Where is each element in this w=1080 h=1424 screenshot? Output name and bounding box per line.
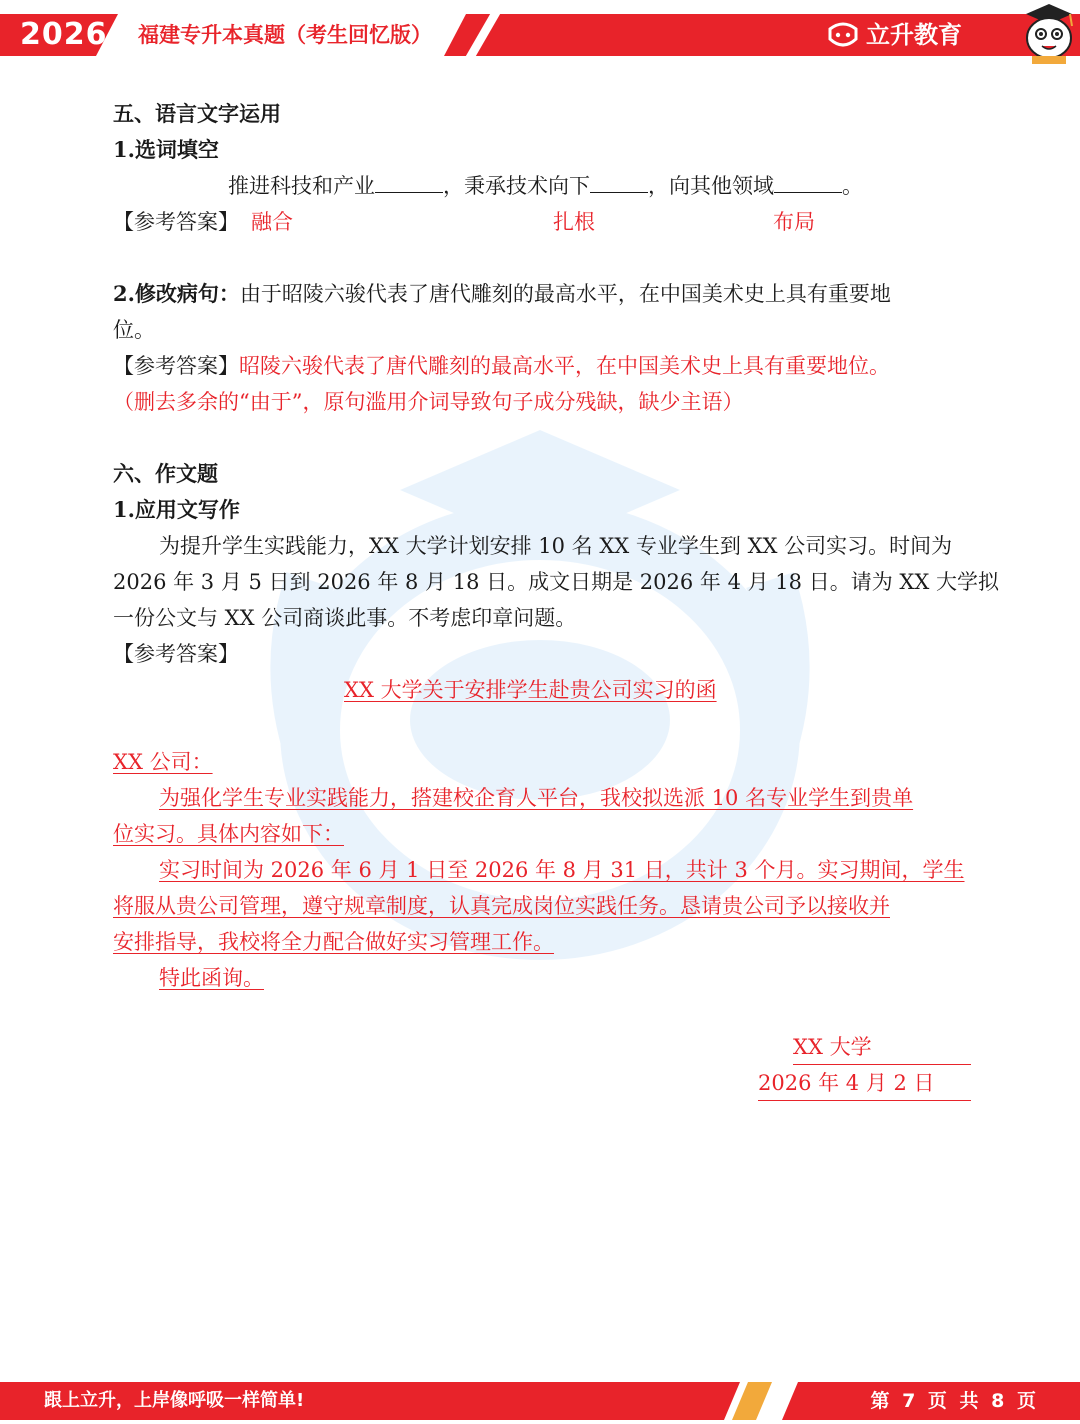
header-title: 福建专升本真题（考生回忆版） [138,23,432,47]
letter-p2-line2: 将服从贵公司管理，遵守规章制度，认真完成岗位实践任务。恳请贵公司予以接收并 [113,894,890,918]
q2-text-line2: 位。 [113,318,155,342]
essay-prompt-line2: 2026 年 3 月 5 日到 2026 年 8 月 18 日。成文日期是 2026 年 4 月 18 日。请为 XX 大学拟 [113,570,999,594]
brand-name: 立升教育 [866,21,962,49]
header-year: 2026 [20,17,108,52]
blank-2 [590,168,648,193]
footer-accent-stripe [732,1382,772,1420]
essay-prompt-line1: 为提升学生实践能力，XX 大学计划安排 10 名 XX 专业学生到 XX 公司实习。时间为 [159,534,953,558]
letter-date: 2026 年 4 月 2 日 [758,1068,971,1101]
brand-logo [826,16,962,54]
q1-text-part3: ，向其他领域 [648,174,774,198]
q2-text-line1: 由于昭陵六骏代表了唐代雕刻的最高水平，在中国美术史上具有重要地 [239,282,891,306]
page-footer [0,1378,1080,1424]
mascot-icon [1018,0,1080,64]
footer-slogan: 跟上立升，上岸像呼吸一样简单! [44,1390,305,1411]
q2-explanation: （删去多余的“由于”，原句滥用介词导致句子成分残缺，缺少主语） [113,390,744,414]
letter-salutation: XX 公司： [113,750,213,774]
letter-signature: XX 大学 [793,1032,971,1065]
section5-heading: 五、语言文字运用 [113,101,281,126]
q1-answer-2: 扎根 [553,210,595,234]
essay-answer-label: 【参考答案】 [113,642,239,666]
page-header [0,0,1080,70]
letter-closing: 特此函询。 [159,966,264,990]
q2-answer-row [113,348,890,384]
essay-prompt-line3: 一份公文与 XX 公司商谈此事。不考虑印章问题。 [113,606,577,630]
letter-p2-line3: 安排指导，我校将全力配合做好实习管理工作。 [113,930,554,954]
page-number: 第 7 页 共 8 页 [870,1390,1036,1412]
section6-heading: 六、作文题 [113,461,218,486]
answer-label: 【参考答案】 [113,210,239,234]
q2-question [113,276,891,312]
letter-p1-line2: 位实习。具体内容如下： [113,822,344,846]
q1-text-part2: ，秉承技术向下 [443,174,590,198]
letter-p1-line1: 为强化学生专业实践能力，搭建校企育人平台，我校拟选派 10 名专业学生到贵单 [159,786,914,810]
q1-answer-3: 布局 [773,210,815,234]
q1-question [228,168,863,204]
letter-title: XX 大学关于安排学生赴贵公司实习的函 [344,678,717,702]
q1-answer-row [113,204,239,240]
q1-title: 1.选词填空 [113,137,219,162]
q1-text-part1: 推进科技和产业 [228,174,375,198]
q1-text-part4: 。 [842,174,863,198]
answer-label: 【参考答案】 [113,354,239,378]
blank-1 [375,168,443,193]
blank-3 [774,168,842,193]
q2-title: 2.修改病句： [113,281,240,306]
q1-answer-1: 融合 [251,210,293,234]
brand-mark-icon [826,21,860,49]
essay-title: 1.应用文写作 [113,497,240,522]
q2-answer: 昭陵六骏代表了唐代雕刻的最高水平，在中国美术史上具有重要地位。 [239,354,890,378]
letter-p2-line1: 实习时间为 2026 年 6 月 1 日至 2026 年 8 月 31 日，共计 3 个月。实习期间，学生 [159,858,965,882]
